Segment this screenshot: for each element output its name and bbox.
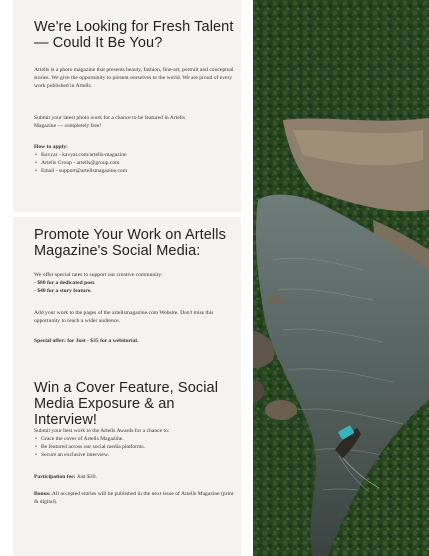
- heading-promote: Promote Your Work on Artells Magazine's Social Media:: [34, 227, 226, 260]
- award-item-social: • Be featured across our social media platforms.: [34, 443, 234, 451]
- awards-list: [34, 435, 234, 459]
- fee-label: Participation fee:: [34, 474, 76, 480]
- how-to-apply-label: How to apply:: [34, 144, 68, 150]
- rate-story-feature: - $40 for a story feature.: [34, 288, 92, 295]
- apply-item-kavyar[interactable]: • Kavyar - kavyar.com/artells-magazine: [34, 151, 234, 159]
- award-item-cover: • Grace the cover of Artells Magazine.: [34, 435, 234, 443]
- awards-block: [34, 427, 234, 459]
- rates-block: [34, 271, 234, 295]
- river-gorge-photo: [253, 0, 429, 556]
- heading-cover-feature: Win a Cover Feature, Social Media Exposure & an Interview!: [34, 380, 219, 429]
- rate-dedicated-post: - $80 for a dedicated post.: [34, 280, 96, 287]
- website-paragraph: Add your work to the pages of the artellsmagazine.com Website. Don't miss this opportunity to reach a wider audience.: [34, 310, 214, 325]
- submit-paragraph: Submit your latest photo work for a chance to be featured in Artells Magazine — completely free!: [34, 115, 185, 130]
- how-to-apply: [34, 143, 234, 175]
- apply-list: [34, 151, 234, 175]
- bonus-label: Bonus:: [34, 491, 51, 497]
- intro-paragraph: Artells is a photo magazine that presents beauty, fashion, fine-art, portrait and conceptual stories. We give the opportunity to present ourselves to the world. We are proud of every work published in Artells.: [34, 67, 234, 90]
- heading-fresh-talent: We're Looking for Fresh Talent — Could It Be You?: [34, 19, 234, 52]
- special-offer: Special offer: for Just - $35 for a webitorial.: [34, 338, 139, 344]
- fee-value: Just $30.: [75, 474, 97, 480]
- apply-item-email[interactable]: • Email - support@artellsmagazine.com: [34, 167, 234, 175]
- bonus-paragraph: [34, 490, 234, 506]
- bonus-value: All accepted entries will be published in the next issue of Artells Magazine (print & digital).: [34, 491, 234, 506]
- photo-illustration: [253, 0, 429, 556]
- rates-intro: We offer special rates to support our creative community:: [34, 272, 163, 278]
- award-item-interview: • Secure an exclusive interview.: [34, 451, 234, 459]
- participation-fee: [34, 473, 234, 481]
- apply-item-group[interactable]: • Artells Group - artells@group.com: [34, 159, 234, 167]
- awards-intro: Submit your best work to the Artells Awards for a chance to:: [34, 428, 170, 434]
